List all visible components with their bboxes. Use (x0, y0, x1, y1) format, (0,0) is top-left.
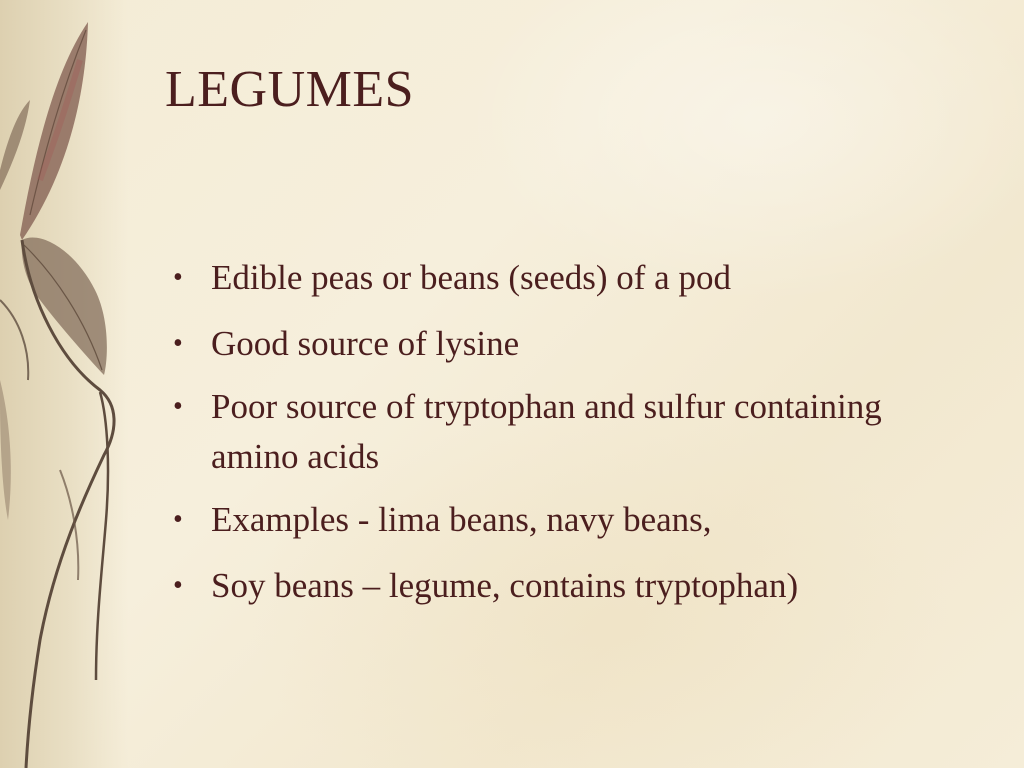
bullet-text: Examples - lima beans, navy beans, (211, 500, 712, 539)
bullet-glyph: • (173, 391, 183, 422)
bullet-text: Poor source of tryptophan and sulfur containing amino acids (211, 387, 882, 476)
small-leaf (0, 100, 30, 190)
side-stem (96, 392, 108, 680)
bullet-glyph: • (173, 504, 183, 535)
upper-leaf (20, 22, 88, 240)
list-item (165, 316, 985, 372)
list-item (165, 250, 985, 306)
list-item (165, 558, 985, 614)
list-item (165, 492, 985, 548)
lower-leaf (0, 380, 11, 520)
bullet-text: Soy beans – legume, contains tryptophan) (211, 566, 799, 605)
bullet-list (165, 250, 985, 624)
slide-title: LEGUMES (165, 61, 415, 118)
bullet-text: Edible peas or beans (seeds) of a pod (211, 258, 731, 297)
bullet-glyph: • (173, 570, 183, 601)
list-item (165, 382, 985, 482)
dried-leaf-branch-icon (0, 0, 140, 768)
bullet-glyph: • (173, 328, 183, 359)
bullet-glyph: • (173, 262, 183, 293)
bullet-text: Good source of lysine (211, 324, 520, 363)
